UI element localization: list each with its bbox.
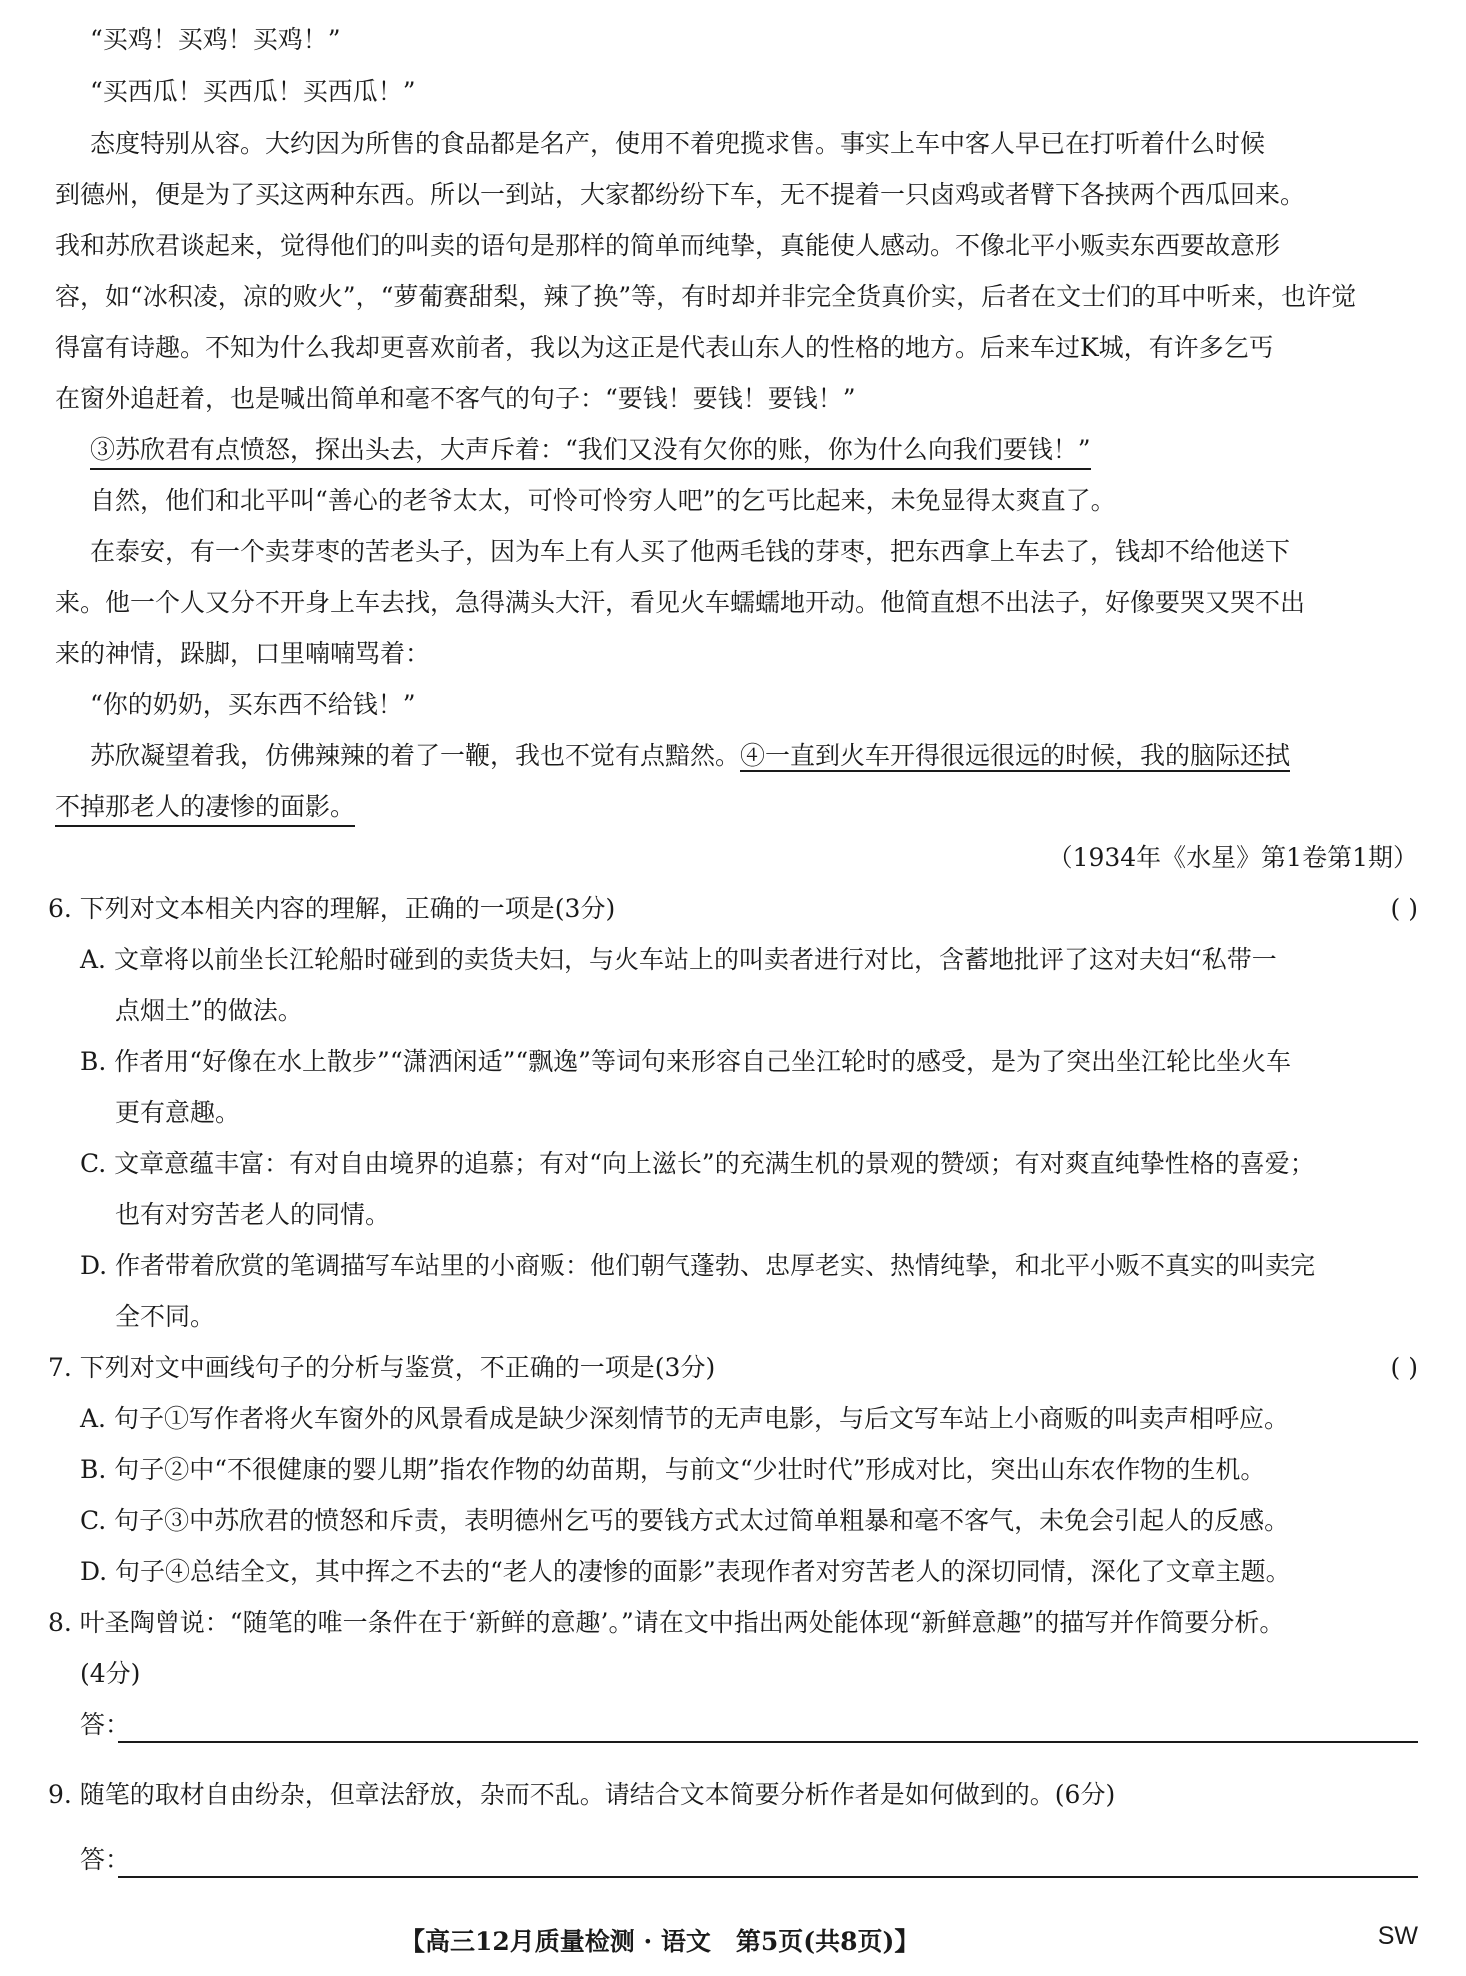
question-7-answer-paren[interactable]: ( ) bbox=[1390, 1353, 1418, 1382]
question-6-option-c-cont: 也有对穷苦老人的同情。 bbox=[115, 1200, 391, 1229]
footer-code: SW bbox=[1377, 1922, 1418, 1950]
question-9-stem: 9. 随笔的取材自由纷杂，但章法舒放，杂而不乱。请结合文本简要分析作者是如何做到的。(6分) bbox=[48, 1780, 1116, 1809]
passage-line: 我和苏欣君谈起来，觉得他们的叫卖的语句是那样的简单而纯挚，真能使人感动。不像北平小贩卖东西要故意形 bbox=[55, 231, 1281, 260]
question-8-answer-line[interactable] bbox=[118, 1741, 1418, 1743]
question-6-option-d-cont: 全不同。 bbox=[115, 1302, 216, 1331]
passage-line: “买鸡！买鸡！买鸡！” bbox=[90, 25, 341, 54]
question-8-stem: 8. 叶圣陶曾说：“随笔的唯一条件在于‘新鲜的意趣’。”请在文中指出两处能体现“新鲜意趣”的描写并作简要分析。 bbox=[48, 1608, 1285, 1637]
question-8-score: (4分) bbox=[80, 1659, 141, 1688]
question-9-answer-line[interactable] bbox=[118, 1876, 1418, 1878]
passage-line: 在泰安，有一个卖芽枣的苦老头子，因为车上有人买了他两毛钱的芽枣，把东西拿上车去了，钱却不给他送下 bbox=[90, 537, 1291, 566]
question-9-answer-label: 答： bbox=[80, 1845, 131, 1874]
question-7-option-b: B. 句子②中“不很健康的婴儿期”指农作物的幼苗期，与前文“少壮时代”形成对比，突出山东农作物的生机。 bbox=[80, 1455, 1266, 1484]
question-6-option-d: D. 作者带着欣赏的笔调描写车站里的小商贩：他们朝气蓬勃、忠厚老实、热情纯挚，和北平小贩不真实的叫卖完 bbox=[80, 1251, 1316, 1280]
underlined-sentence-4: ④一直到火车开得很远很远的时候，我的脑际还拭 bbox=[740, 741, 1291, 770]
passage-line: 态度特别从容。大约因为所售的食品都是名产，使用不着兜揽求售。事实上车中客人早已在打听着什么时候 bbox=[90, 129, 1266, 158]
passage-line: 容，如“冰积凌，凉的败火”，“萝葡赛甜梨，辣了换”等，有时却并非完全货真价实，后者在文士们的耳中听来，也许觉 bbox=[55, 282, 1357, 311]
underlined-sentence-4-cont: 不掉那老人的凄惨的面影。 bbox=[55, 789, 355, 827]
passage-line: “买西瓜！买西瓜！买西瓜！” bbox=[90, 77, 416, 106]
question-7-option-c: C. 句子③中苏欣君的愤怒和斥责，表明德州乞丐的要钱方式太过简单粗暴和毫不客气，未免会引起人的反感。 bbox=[80, 1506, 1290, 1535]
question-6-stem: 6. 下列对文本相关内容的理解，正确的一项是(3分) bbox=[48, 894, 616, 923]
passage-line: 在窗外追赶着，也是喊出简单和毫不客气的句子：“要钱！要钱！要钱！” bbox=[55, 384, 856, 413]
question-6-option-c: C. 文章意蕴丰富：有对自由境界的追慕；有对“向上滋长”的充满生机的景观的赞颂；有对爽直纯挚性格的喜爱； bbox=[80, 1149, 1315, 1178]
passage-line: 来。他一个人又分不开身上车去找，急得满头大汗，看见火车蠕蠕地开动。他简直想不出法子，好像要哭又哭不出 bbox=[55, 588, 1306, 617]
question-6-option-b: B. 作者用“好像在水上散步”“潇洒闲适”“飘逸”等词句来形容自己坐江轮时的感受，是为了突出坐江轮比坐火车 bbox=[80, 1047, 1291, 1076]
question-7-stem: 7. 下列对文中画线句子的分析与鉴赏，不正确的一项是(3分) bbox=[48, 1353, 716, 1382]
page-footer: 【高三12月质量检测 · 语文 第5页(共8页)】 bbox=[400, 1927, 920, 1956]
passage-line: “你的奶奶，买东西不给钱！” bbox=[90, 690, 416, 719]
question-6-option-a: A. 文章将以前坐长江轮船时碰到的卖货夫妇，与火车站上的叫卖者进行对比，含蓄地批评了这对夫妇“私带一 bbox=[80, 945, 1277, 974]
passage-line: 到德州，便是为了买这两种东西。所以一到站，大家都纷纷下车，无不提着一只卤鸡或者臂下各挟两个西瓜回来。 bbox=[55, 180, 1306, 209]
passage-line bbox=[90, 738, 1290, 774]
question-8-answer-label: 答： bbox=[80, 1710, 131, 1739]
question-7-option-d: D. 句子④总结全文，其中挥之不去的“老人的凄惨的面影”表现作者对穷苦老人的深切同情，深化了文章主题。 bbox=[80, 1557, 1291, 1586]
question-6-option-a-cont: 点烟土”的做法。 bbox=[115, 996, 303, 1025]
passage-text: 苏欣凝望着我，仿佛辣辣的着了一鞭，我也不觉有点黯然。 bbox=[90, 741, 741, 770]
passage-line: 得富有诗趣。不知为什么我却更喜欢前者，我以为这正是代表山东人的性格的地方。后来车过K城，有许多乞丐 bbox=[55, 333, 1274, 362]
passage-source: （1934年《水星》第1卷第1期） bbox=[1047, 843, 1418, 872]
passage-line: 来的神情，跺脚，口里喃喃骂着： bbox=[55, 639, 431, 668]
question-6-option-b-cont: 更有意趣。 bbox=[115, 1098, 241, 1127]
question-6-answer-paren[interactable]: ( ) bbox=[1390, 894, 1418, 923]
question-7-option-a: A. 句子①写作者将火车窗外的风景看成是缺少深刻情节的无声电影，与后文写车站上小商贩的叫卖声相呼应。 bbox=[80, 1404, 1289, 1433]
passage-line: 自然，他们和北平叫“善心的老爷太太，可怜可怜穷人吧”的乞丐比起来，未免显得太爽直了。 bbox=[90, 486, 1116, 515]
underlined-sentence-3: ③苏欣君有点愤怒，探出头去，大声斥着：“我们又没有欠你的账，你为什么向我们要钱！” bbox=[90, 432, 1091, 470]
